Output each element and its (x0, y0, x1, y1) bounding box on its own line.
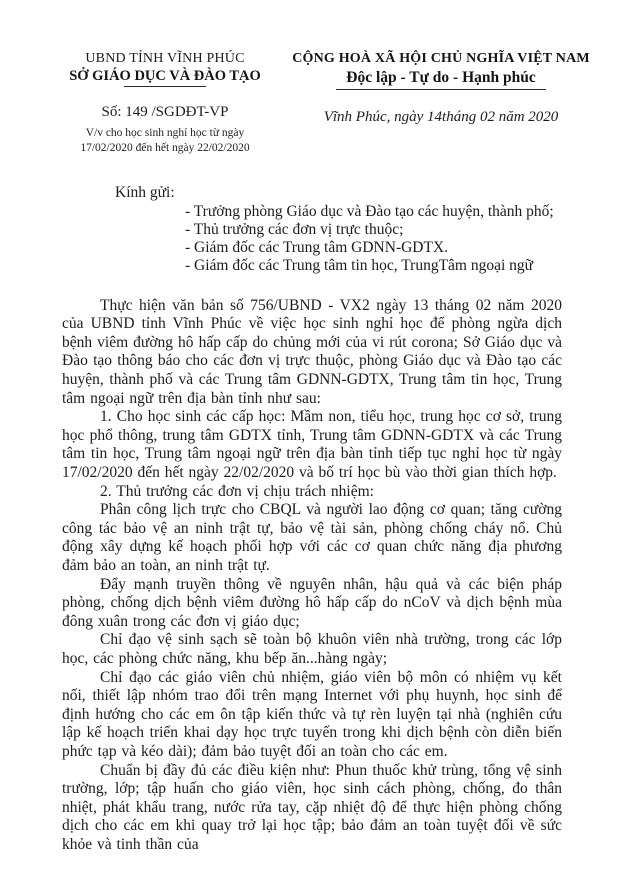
body-paragraph-duty-schedule: Phân công lịch trực cho CBQL và người lao động cơ quan; tăng cường công tác bảo vệ an ninh trật tự, bảo vệ tài sản, phòng chống cháy nổ. Chủ động xây dựng kế hoạch phối hợp với các cơ quan chức năng địa phương đảm bảo an toàn, an ninh trật tự. (62, 501, 562, 574)
salutation-label: Kính gửi: (115, 184, 175, 201)
body-paragraph-online-learning: Chỉ đạo các giáo viên chủ nhiệm, giáo viên bộ môn có nhiệm vụ kết nối, thiết lập nhóm trao đổi trên mạng Internet với phụ huynh, học sinh để định hướng cho các em ôn tập kiến thức và tự rèn luyện tại nhà (nghiên cứu lập kế hoạch triển khai dạy học trực tuyến trong khi dịch bệnh còn diễn biến phức tạp và kéo dài); đảm bảo tuyệt đối an toàn cho các em. (62, 668, 562, 760)
document-number: Số: 149 /SGDĐT-VP (101, 104, 229, 120)
org-name: SỞ GIÁO DỤC VÀ ĐÀO TẠO (69, 68, 261, 84)
recipient-line: - Thủ trưởng các đơn vị trực thuộc; (185, 220, 404, 238)
subject-line-2: 17/02/2020 đến hết ngày 22/02/2020 (80, 141, 250, 154)
issuing-org-block (40, 50, 290, 155)
national-motto: Độc lập - Tự do - Hạnh phúc (336, 68, 545, 90)
national-header-block (290, 50, 592, 127)
place-and-date-line: Vĩnh Phúc, ngày 14tháng 02 năm 2020 (323, 109, 559, 125)
document-header (0, 50, 620, 155)
country-title: CỘNG HOÀ XÃ HỘI CHỦ NGHĨA VIỆT NAM (292, 51, 590, 66)
recipient-list (115, 203, 620, 276)
body-paragraph-item-2: 2. Thủ trưởng các đơn vị chịu trách nhiệm: (100, 482, 374, 500)
body-paragraph-item-1: 1. Cho học sinh các cấp học: Mầm non, tiểu học, trung học cơ sở, trung học phổ thông, trung tâm GDTX tỉnh, Trung tâm GDNN-GDTX và các Trung tâm tin học, Trung tâm ngoại ngữ trên địa bàn tỉnh tiếp tục nghỉ học từ ngày 17/02/2020 đến hết ngày 22/02/2020 và bố trí học bù vào thời gian thích hợp. (62, 408, 562, 482)
body-paragraph-sanitation: Chỉ đạo vệ sinh sạch sẽ toàn bộ khuôn viên nhà trường, trong các lớp học, các phòng chức năng, khu bếp ăn...hàng ngày; (62, 631, 562, 667)
org-name-underline (124, 85, 206, 87)
salutation-block (0, 184, 620, 276)
recipient-line: - Giám đốc các Trung tâm tin học, TrungTâm ngoại ngữ (185, 257, 534, 275)
body-paragraph-intro: Thực hiện văn bản số 756/UBND - VX2 ngày 13 tháng 02 năm 2020 của UBND tỉnh Vĩnh Phúc về việc học sinh nghỉ học để phòng ngừa dịch bệnh viêm đường hô hấp cấp do chủng mới của vi rút corona; Sở Giáo dục và Đào tạo thông báo cho các đơn vị trực thuộc, phòng Giáo dục và Đào tạo các huyện, thành phố và các Trung tâm GDNN-GDTX, Trung tâm tin học, Trung tâm ngoại ngữ trên địa bàn tỉnh như sau: (62, 296, 562, 407)
body-paragraph-preparation: Chuẩn bị đầy đủ các điều kiện như: Phun thuốc khử trùng, tổng vệ sinh trường, lớp; tập huấn cho giáo viên, học sinh cách phòng, chống, đo thân nhiệt, phát khẩu trang, nước rửa tay, cặp nhiệt độ để thực hiện phòng chống dịch cho các em khi quay trở lại học tập; bảo đảm an toàn tuyệt đối về sức khỏe và tinh thần của (62, 761, 562, 853)
body-paragraph-communication: Đẩy mạnh truyền thông về nguyên nhân, hậu quả và các biện pháp phòng, chống dịch bệnh viêm đường hô hấp cấp do nCoV và dịch bệnh mùa đông xuân trong các đơn vị giáo dục; (62, 575, 562, 630)
org-parent-name: UBND TỈNH VĨNH PHÚC (85, 51, 245, 66)
recipient-line: - Trưởng phòng Giáo dục và Đào tạo các huyện, thành phố; (185, 202, 554, 220)
letter-body (0, 297, 620, 855)
recipient-line: - Giám đốc các Trung tâm GDNN-GDTX. (185, 239, 449, 257)
subject-line-1: V/v cho học sinh nghỉ học từ ngày (85, 127, 245, 139)
